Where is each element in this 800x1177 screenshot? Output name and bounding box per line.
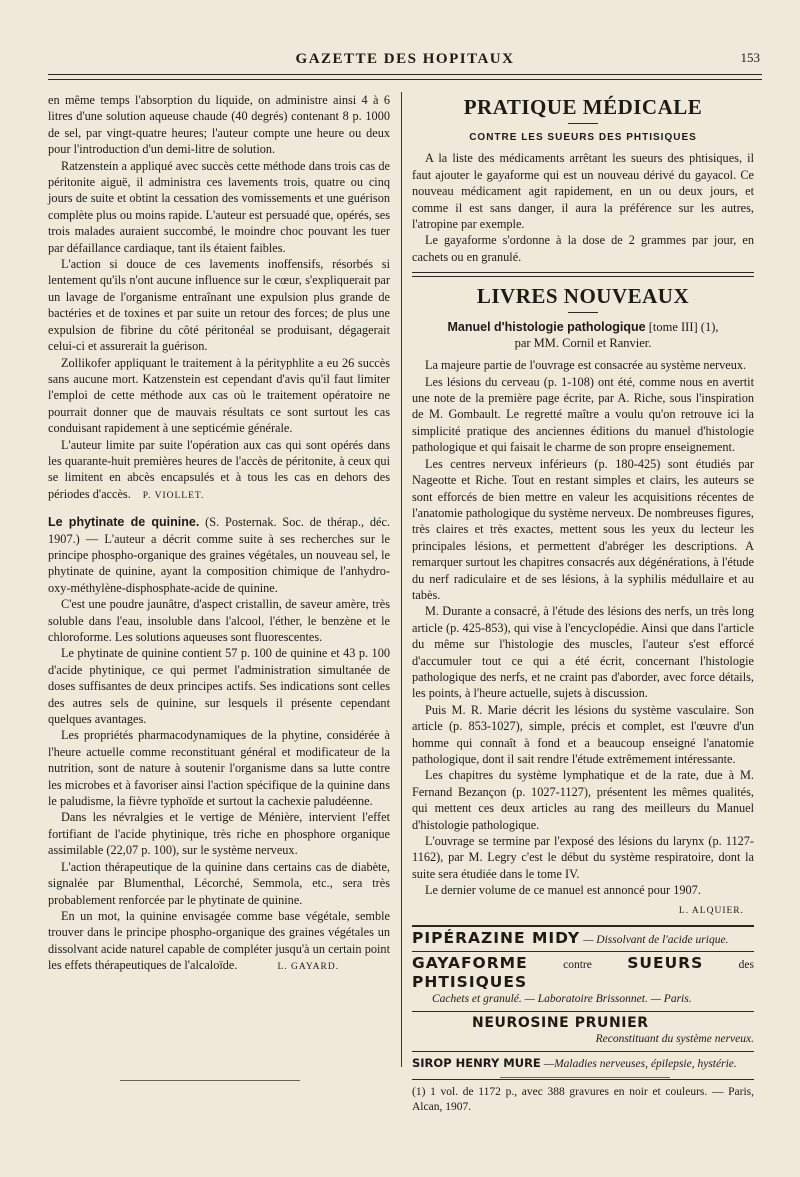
paragraph: La majeure partie de l'ouvrage est consacrée au système nerveux. — [425, 358, 747, 373]
paragraph: Le phytinate de quinine contient 57 p. 100 de quinine et 43 p. 100 d'acide phytinique, ce qui permet l'administration simultanée de doses suffisantes de deux principes actifs. Ses indications sont celles des autres sels de quinine, sur lesquels il présente cependant quelques avantages. — [48, 646, 390, 727]
paragraph: Le dernier volume de ce manuel est annoncé pour 1907. — [425, 883, 701, 898]
advert-neurosine — [412, 1011, 754, 1051]
paragraph: Les centres nerveux inférieurs (p. 180-425) sont étudiés par Nageotte et Riche. Tout en restant simples et clairs, les auteurs se sont efforcés de bien mettre en valeur les acquisitions récentes de l'anatomie pathologique du système nerveux. De nombreuses figures, très claires et très exactes, mettent sous les yeux du lecteur les principales lésions, et permettent d'abréger les descriptions. A remarquer surtout les chapitres consacrés aux dégénérations, à l'étude du nerf radiculaire et de ses lésions, à la syphilis médullaire et au tabès. — [412, 456, 754, 602]
right-column — [412, 92, 754, 1115]
journal-title: GAZETTE DES HOPITAUX — [295, 51, 515, 67]
section-title: PRATIQUE MÉDICALE — [463, 95, 703, 119]
book-tome: [tome III] (1), — [648, 320, 719, 335]
page-header — [48, 48, 762, 70]
paragraph: Dans les névralgies et le vertige de Ménière, intervient l'effet fortifiant de l'acide phytinique, très riche en phosphore organique assimilable (22,07 p. 100), sur le système nerveux. — [48, 810, 390, 858]
advert-description: —Maladies nerveuses, épilepsie, hystérie. — [543, 1057, 737, 1070]
advert-word: des — [738, 959, 755, 972]
paragraph-text: En un mot, la quinine envisagée comme base végétale, semble trouver dans le principe phospho-organique des graines végétales un dissolvant acide naturel capable de compléter jusqu'à un certain point les effets thérapeutiques de l'alcaloïde. — [48, 908, 390, 973]
signature: L. GAYARD. — [277, 962, 340, 973]
signature: P. VIOLLET. — [142, 490, 205, 501]
advert-description: Reconstituant du système nerveux. — [595, 1033, 754, 1046]
article-intro — [48, 514, 390, 596]
footnote: (1) 1 vol. de 1172 p., avec 388 gravures en noir et couleurs. — Paris, Alcan, 1907. — [412, 1079, 754, 1115]
signature-line — [412, 901, 744, 919]
column-divider — [401, 92, 402, 1067]
advert-name: GAYAFORME — [412, 954, 528, 973]
bottom-ornament — [120, 1080, 300, 1081]
paragraph: Puis M. R. Marie décrit les lésions du système vasculaire. Son article (p. 853-1027), simple, précis et complet, est l'œuvre d'un homme qui connaît à fond et a beaucoup enseigné l'anatomie pathologique, dont il sait rendre l'étude extrêmement intéressante. — [412, 702, 754, 766]
section-title: LIVRES NOUVEAUX — [476, 284, 690, 309]
title-rule — [568, 312, 598, 313]
paragraph: L'action thérapeutique de la quinine dans certains cas de diabète, signalée par Blumenthal, Lécorché, Semmola, etc., sera très probablement renforcée par le phytinate de quinine. — [48, 859, 390, 907]
paragraph: Ratzenstein a appliqué avec succès cette méthode dans trois cas de péritonite aiguë, il administra ces lavements trois, quatre ou cinq jours de suite et obtint la cessation des vomissements et une guérison complète plus ou moins rapide. L'auteur est persuadé que, opérés, ses trois malades auraient succombé, le moindre choc pouvant les tuer par défaillance cardiaque, tant ils étaient faibles. — [48, 158, 390, 255]
paragraph: en même temps l'absorption du liquide, on administre ainsi 4 à 6 litres d'une solution aqueuse chaude (40 degrés) contenant 8 p. 1000 de sel, par vingt-quatre heures; l'auteur compte une heure ou deux pour l'introduction d'un demi-litre de solution. — [48, 93, 390, 157]
paragraph: Le gayaforme s'ordonne à la dose de 2 grammes par jour, en cachets ou en granulé. — [412, 233, 754, 264]
paragraph: M. Durante a consacré, à l'étude des lésions des nerfs, un très long article (p. 425-853), qui vise à l'encyclopédie. Ainsi que dans l'article du même sur l'histologie des muscles, l'auteur s'est efforcé d'accumuler tout ce qui a été écrit, concernant l'histologie pathologique des nerfs, et ne craint pas d'aborder, avec force détails, les points, à l'heure actuelle, sujets à discussion. — [412, 604, 754, 701]
advert-word: PHTISIQUES — [412, 972, 528, 991]
article-title: Le phytinate de quinine. — [48, 515, 200, 530]
advert-word: SUEURS — [627, 954, 704, 973]
advert-name: SIROP HENRY MURE — [412, 1055, 541, 1070]
advert-description: — Dissolvant de l'acide urique. — [583, 934, 729, 947]
paragraph: Les lésions du cerveau (p. 1-108) ont été, comme nous en avertit une note de la première page écrite, par A. Riche, sous l'inspiration de M. Gombault. Le regretté maître a voulu qu'on retrouve ici la simplicité pratique des anciennes éditions du manuel d'histologie pathologique et qui faisait le charme de son propre enseignement. — [412, 374, 754, 455]
section-rule — [412, 272, 754, 277]
left-column — [48, 92, 390, 976]
advert-gayaforme — [412, 951, 754, 1010]
paragraph: A la liste des médicaments arrêtant les sueurs des phtisiques, il faut ajouter le gayaforme qui est un nouveau dérivé du gayacol. Ce nouveau médicament agit rapidement, en un ou deux jours, et comme il est sans danger, il aura la préférence sur les autres, l'atropine par exemple. — [412, 151, 754, 232]
book-heading — [412, 319, 754, 351]
advert-name: PIPÉRAZINE MIDY — [412, 929, 581, 948]
bottom-ornament — [500, 1077, 670, 1078]
paragraph: L'ouvrage se termine par l'exposé des lésions du larynx (p. 1127-1162), par M. Legry c'est le début du système respiratoire, dont la suite sera étudiée dans le tome IV. — [412, 834, 754, 881]
article-reference: (S. Posternak. Soc. de thérap., déc. 1907.) — L'auteur a décrit comme suite à ses recherches sur le principe phospho-organique des graines végétales, un nouveau sel, le phytinate de quinine, ayant la composition chimique de l'anhydro-oxy-méthylène-disphosphate-acide de quinine. — [48, 515, 390, 595]
signature: L. ALQUIER. — [678, 905, 744, 916]
advert-piperazine — [412, 925, 754, 951]
book-authors: par MM. Cornil et Ranvier. — [514, 336, 652, 351]
paragraph — [48, 908, 390, 976]
section-subtitle: CONTRE LES SUEURS DES PHTISIQUES — [469, 132, 697, 143]
paragraph: Les chapitres du système lymphatique et de la rate, due à M. Fernand Bezançon (p. 1027-1127), présentent les mêmes qualités, qui mettent ces deux articles au rang des meilleurs du Manuel d'histologie pathologique. — [412, 768, 754, 832]
advert-details: Cachets et granulé. — Laboratoire Brissonnet. — Paris. — [432, 993, 692, 1006]
book-title: Manuel d'histologie pathologique — [447, 320, 646, 335]
paragraph: Les propriétés pharmacodynamiques de la phytine, considérée à l'heure actuelle comme reconstituant général et modificateur de la nutrition, sont de nature à soutenir l'organisme dans sa lutte contre les microbes et à favoriser ainsi l'action spécifique de la quinine dans le paludisme, la fièvre typhoïde et surtout la cachexie paludéenne. — [48, 728, 390, 809]
page-number: 153 — [740, 50, 760, 65]
paragraph-text: L'auteur limite par suite l'opération aux cas qui sont opérés dans les quarante-huit premières heures de l'accès de péritonite, à ceux qui se limitent en abcès encapsulés et à tous les cas en dehors des périodes d'accès. — [48, 437, 390, 501]
advert-word: contre — [563, 959, 592, 972]
paragraph — [48, 437, 390, 505]
header-rule — [48, 74, 762, 80]
advert-name: NEUROSINE PRUNIER — [472, 1014, 649, 1031]
advert-sirop — [412, 1051, 754, 1075]
title-rule — [568, 123, 598, 124]
paragraph: C'est une poudre jaunâtre, d'aspect cristallin, de saveur amère, très soluble dans l'eau, insoluble dans l'alcool, l'éther, le benzène et le chloroforme. Les solutions aqueuses sont fluorescentes. — [48, 597, 390, 644]
paragraph: Zollikofer appliquant le traitement à la pérityphlite a eu 26 succès sans aucune mort. Katzenstein est cependant d'avis qu'il faut limiter l'emploi de cette méthode aux cas où le traitement opératoire ne pourrait donner que de mauvais résultats ce sont surtout les cas conduisant rapidement à une septicémie générale. — [48, 355, 390, 436]
paragraph: L'action si douce de ces lavements inoffensifs, résorbés si lentement qu'ils n'ont aucune influence sur le cœur, s'expliquerait par un lavage de l'organisme entraînant une expulsion plus grande de bactéries et de toxines et par suite un retour des forces; de plus une expulsion de fibrine du côté péritonéal se produisant, dégagerait celui-ci et assurerait la guérison. — [48, 257, 390, 354]
